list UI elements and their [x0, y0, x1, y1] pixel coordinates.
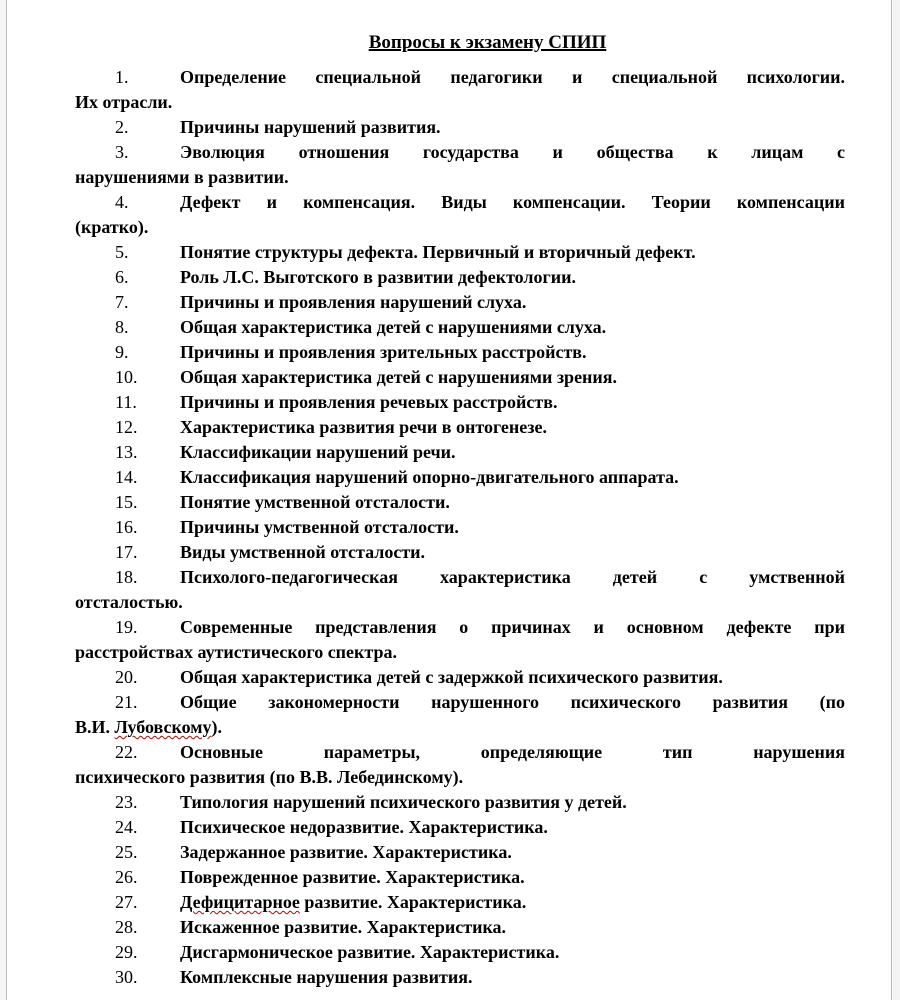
- item-number: 21.: [115, 692, 138, 712]
- list-item: [75, 415, 845, 440]
- item-line: 3. Эволюция отношения государства и общества к лицам с: [75, 140, 845, 165]
- item-line: 13. Классификации нарушений речи.: [75, 440, 845, 465]
- item-line: 21. Общие закономерности нарушенного психического развития (по: [75, 690, 845, 715]
- item-number: 26.: [115, 867, 138, 887]
- item-line: 11. Причины и проявления речевых расстройств.: [75, 390, 845, 415]
- item-number: 4.: [115, 192, 129, 212]
- list-item: [75, 940, 845, 965]
- item-number: 13.: [115, 442, 138, 462]
- item-line: 25. Задержанное развитие. Характеристика.: [75, 840, 845, 865]
- item-line: 2. Причины нарушений развития.: [75, 115, 845, 140]
- item-line: 1. Определение специальной педагогики и специальной психологии.: [75, 65, 845, 90]
- item-line: 27. Дефицитарное развитие. Характеристика.: [75, 890, 845, 915]
- item-line: 23. Типология нарушений психического развития у детей.: [75, 790, 845, 815]
- item-line: Их отрасли.: [75, 92, 173, 112]
- document-title: Вопросы к экзамену СПИП: [368, 32, 607, 53]
- list-item: [75, 115, 845, 140]
- list-item: [75, 965, 845, 990]
- list-item: [75, 140, 845, 190]
- list-item: [75, 890, 845, 915]
- item-number: 7.: [115, 292, 129, 312]
- item-line: 12. Характеристика развития речи в онтогенезе.: [75, 415, 845, 440]
- list-item: [75, 540, 845, 565]
- item-line: 4. Дефект и компенсация. Виды компенсации. Теории компенсации: [75, 190, 845, 215]
- item-line: 26. Поврежденное развитие. Характеристика.: [75, 865, 845, 890]
- item-line: нарушениями в развитии.: [75, 167, 289, 187]
- misspelled-word: Дефицитарное: [180, 892, 300, 912]
- item-line: 14. Классификация нарушений опорно-двигательного аппарата.: [75, 465, 845, 490]
- item-number: 24.: [115, 817, 138, 837]
- list-item: [75, 65, 845, 115]
- list-item: [75, 190, 845, 240]
- item-number: 3.: [115, 142, 129, 162]
- list-item: [75, 840, 845, 865]
- item-number: 8.: [115, 317, 129, 337]
- item-number: 30.: [115, 967, 138, 987]
- list-item: [75, 615, 845, 665]
- item-number: 19.: [115, 617, 138, 637]
- item-number: 2.: [115, 117, 129, 137]
- list-item: [75, 440, 845, 465]
- item-number: 14.: [115, 467, 138, 487]
- list-item: [75, 490, 845, 515]
- list-item: [75, 690, 845, 740]
- item-number: 23.: [115, 792, 138, 812]
- item-number: 28.: [115, 917, 138, 937]
- list-item: [75, 915, 845, 940]
- misspelled-word: Лубовскому: [114, 717, 212, 737]
- list-item: [75, 665, 845, 690]
- item-number: 18.: [115, 567, 138, 587]
- item-line: 7. Причины и проявления нарушений слуха.: [75, 290, 845, 315]
- item-line: 6. Роль Л.С. Выготского в развитии дефектологии.: [75, 265, 845, 290]
- list-item: [75, 740, 845, 790]
- list-item: [75, 815, 845, 840]
- list-item: [75, 390, 845, 415]
- item-number: 22.: [115, 742, 138, 762]
- item-number: 20.: [115, 667, 138, 687]
- list-item: [75, 865, 845, 890]
- list-item: [75, 340, 845, 365]
- list-item: [75, 240, 845, 265]
- item-number: 5.: [115, 242, 129, 262]
- item-line: 29. Дисгармоническое развитие. Характеристика.: [75, 940, 845, 965]
- item-number: 16.: [115, 517, 138, 537]
- list-item: [75, 265, 845, 290]
- item-line: 16. Причины умственной отсталости.: [75, 515, 845, 540]
- item-number: 9.: [115, 342, 129, 362]
- item-number: 1.: [115, 67, 129, 87]
- list-item: [75, 290, 845, 315]
- item-number: 11.: [115, 392, 137, 412]
- list-item: [75, 790, 845, 815]
- item-number: 12.: [115, 417, 138, 437]
- item-line: 10. Общая характеристика детей с нарушениями зрения.: [75, 365, 845, 390]
- item-line: 17. Виды умственной отсталости.: [75, 540, 845, 565]
- list-item: [75, 465, 845, 490]
- item-line: 5. Понятие структуры дефекта. Первичный и вторичный дефект.: [75, 240, 845, 265]
- item-number: 27.: [115, 892, 138, 912]
- document-page: [6, 0, 892, 1000]
- item-line: 30. Комплексные нарушения развития.: [75, 965, 845, 990]
- list-item: [75, 515, 845, 540]
- item-number: 29.: [115, 942, 138, 962]
- item-line: (кратко).: [75, 217, 149, 237]
- page-content: [75, 30, 845, 990]
- item-line: 28. Искаженное развитие. Характеристика.: [75, 915, 845, 940]
- list-item: [75, 315, 845, 340]
- item-line: 20. Общая характеристика детей с задержкой психического развития.: [75, 665, 845, 690]
- item-line: 15. Понятие умственной отсталости.: [75, 490, 845, 515]
- item-line: отсталостью.: [75, 592, 183, 612]
- question-list: [75, 65, 845, 990]
- item-number: 6.: [115, 267, 129, 287]
- item-number: 17.: [115, 542, 138, 562]
- list-item: [75, 365, 845, 390]
- item-line: 22. Основные параметры, определяющие тип нарушения: [75, 740, 845, 765]
- item-number: 25.: [115, 842, 138, 862]
- item-line: 24. Психическое недоразвитие. Характеристика.: [75, 815, 845, 840]
- item-line: 9. Причины и проявления зрительных расстройств.: [75, 340, 845, 365]
- item-line: 19. Современные представления о причинах и основном дефекте при: [75, 615, 845, 640]
- list-item: [75, 565, 845, 615]
- item-line: В.И. Лубовскому).: [75, 717, 223, 737]
- item-number: 10.: [115, 367, 138, 387]
- item-number: 15.: [115, 492, 138, 512]
- item-line: 8. Общая характеристика детей с нарушениями слуха.: [75, 315, 845, 340]
- item-line: психического развития (по В.В. Лебединскому).: [75, 767, 464, 787]
- item-line: 18. Психолого-педагогическая характеристика детей с умственной: [75, 565, 845, 590]
- item-line: расстройствах аутистического спектра.: [75, 642, 397, 662]
